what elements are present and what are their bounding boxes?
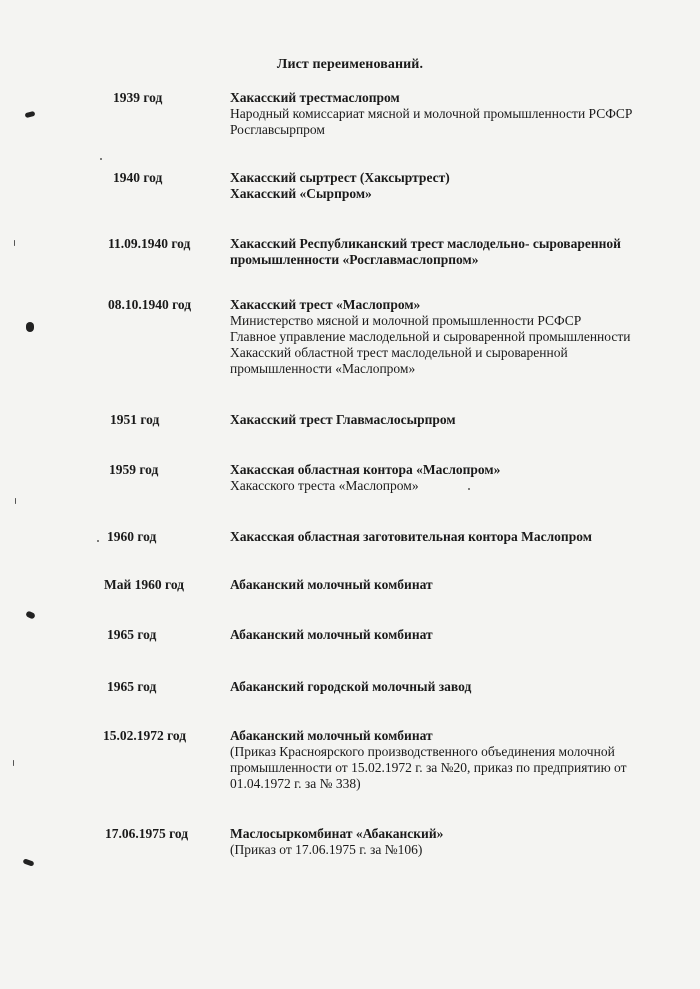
entry-name-line: Маслосыркомбинат «Абаканский» <box>230 826 444 841</box>
entry-names <box>230 577 670 593</box>
entry-detail-line: Народный комиссариат мясной и молочной промышленности РСФСР <box>230 106 633 121</box>
entry-name-line: Абаканский городской молочный завод <box>230 679 472 694</box>
entry-names <box>230 462 670 494</box>
entry-date: 1939 год <box>113 90 163 105</box>
entry-detail-line: Хакасский областной трест маслодельной и сыроваренной <box>230 345 568 360</box>
entry-name-line: Хакасский трест «Маслопром» <box>230 297 421 312</box>
entry-date: 1959 год <box>109 462 159 477</box>
entry-date: 08.10.1940 год <box>108 297 192 312</box>
entry-date: 1951 год <box>110 412 160 427</box>
entry-name-line: Абаканский молочный комбинат <box>230 577 433 592</box>
scan-speck <box>14 240 15 246</box>
entry-name-line: Хакасская областная заготовительная контора Маслопром <box>230 529 592 544</box>
entry-date: Май 1960 год <box>104 577 185 592</box>
entry-name-line: Хакасский трестмаслопром <box>230 90 400 105</box>
scan-mark <box>26 322 34 332</box>
entry-names <box>230 627 670 643</box>
scan-mark <box>25 111 36 118</box>
entry-detail-line: (Приказ Красноярского производственного объединения молочной <box>230 744 615 759</box>
entry-name-line: Абаканский молочный комбинат <box>230 728 433 743</box>
entry-detail-line: 01.04.1972 г. за № 338) <box>230 776 361 791</box>
entry-name-line: Хакасский трест Главмаслосырпром <box>230 412 456 427</box>
entry-name-line: Абаканский молочный комбинат <box>230 627 433 642</box>
scan-speck <box>97 540 99 542</box>
entry-date: 1965 год <box>107 627 157 642</box>
entry-names <box>230 412 670 428</box>
entry-detail-line: промышленности «Маслопром» <box>230 361 416 376</box>
entry-names <box>230 236 670 268</box>
entry-names <box>230 679 670 695</box>
scan-mark <box>25 610 36 619</box>
entry-names <box>230 170 670 202</box>
scan-speck <box>100 158 102 160</box>
scan-speck <box>15 498 16 504</box>
entry-name-line: Хакасский «Сырпром» <box>230 186 372 201</box>
entry-name-line: промышленности «Росглавмаслопрпом» <box>230 252 479 267</box>
entry-names <box>230 297 670 377</box>
entry-names <box>230 826 670 858</box>
entry-detail-line: Министерство мясной и молочной промышленности РСФСР <box>230 313 582 328</box>
entry-date: 1960 год <box>107 529 157 544</box>
scan-mark <box>22 858 34 866</box>
entry-detail-line: (Приказ от 17.06.1975 г. за №106) <box>230 842 423 857</box>
entry-date: 1940 год <box>113 170 163 185</box>
entry-name-line: Хакасский Республиканский трест маслодельно- сыроваренной <box>230 236 621 251</box>
entry-date: 1965 год <box>107 679 157 694</box>
entry-date: 11.09.1940 год <box>108 236 191 251</box>
entry-detail-line: Росглавсырпром <box>230 122 325 137</box>
scan-speck <box>13 760 14 766</box>
entry-name-line: Хакасский сыртрест (Хаксыртрест) <box>230 170 450 185</box>
entry-name-line: Хакасская областная контора «Маслопром» <box>230 462 501 477</box>
entry-detail-line: Главное управление маслодельной и сыроваренной промышленности <box>230 329 631 344</box>
document-title: Лист переименований. <box>276 57 424 72</box>
entry-names <box>230 529 670 545</box>
entry-date: 17.06.1975 год <box>105 826 189 841</box>
entry-names <box>230 90 670 138</box>
entry-detail-line: промышленности от 15.02.1972 г. за №20, приказ по предприятию от <box>230 760 627 775</box>
entry-date: 15.02.1972 год <box>103 728 187 743</box>
entry-names <box>230 728 670 792</box>
scan-speck <box>468 488 470 490</box>
entry-detail-line: Хакасского треста «Маслопром» <box>230 478 419 493</box>
